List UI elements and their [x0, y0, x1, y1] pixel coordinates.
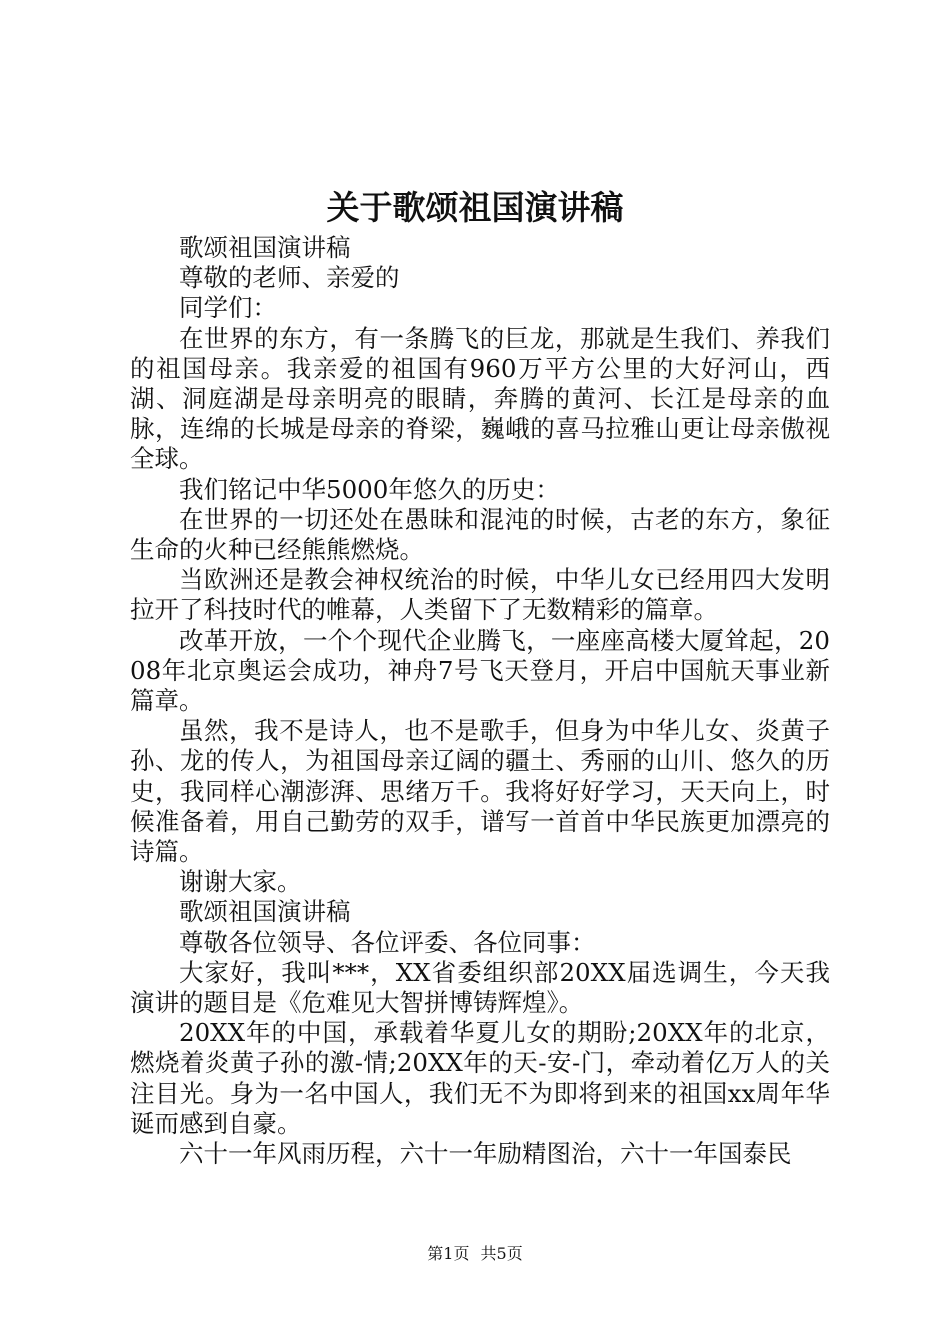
- paragraph: 当欧洲还是教会神权统治的时候，中华儿女已经用四大发明拉开了科技时代的帷幕，人类留下了无数精彩的篇章。: [130, 565, 830, 625]
- paragraph: 六十一年风雨历程，六十一年励精图治，六十一年国泰民: [179, 1139, 792, 1169]
- paragraph: 我们铭记中华5000年悠久的历史：: [179, 474, 560, 504]
- paragraph: 尊敬各位领导、各位评委、各位同事：: [179, 927, 596, 957]
- paragraph: 歌颂祖国演讲稿: [179, 897, 351, 927]
- document-body: [130, 233, 830, 1169]
- paragraph: 20XX年的中国，承载着华夏儿女的期盼;20XX年的北京，燃烧着炎黄子孙的激-情;20XX年的天-安-门，牵动着亿万人的关注目光。身为一名中国人，我们无不为即将到来的祖国xx周年华诞而感到自豪。: [130, 1018, 830, 1138]
- page-footer: [0, 1243, 950, 1265]
- paragraph: 歌颂祖国演讲稿: [179, 233, 351, 262]
- document-title: 关于歌颂祖国演讲稿: [326, 188, 624, 227]
- paragraph: 尊敬的老师、亲爱的: [179, 263, 400, 293]
- paragraph: 谢谢大家。: [179, 867, 302, 897]
- page-number: 第1页: [427, 1244, 470, 1263]
- paragraph: 大家好，我叫***，XX省委组织部20XX届选调生，今天我演讲的题目是《危难见大智拼博铸辉煌》。: [130, 957, 830, 1018]
- paragraph: 虽然，我不是诗人，也不是歌手，但身为中华儿女、炎黄子孙、龙的传人，为祖国母亲辽阔的疆土、秀丽的山川、悠久的历史，我同样心潮澎湃、思绪万千。我将好好学习，天天向上，时候准备着，用自己勤劳的双手，谱写一首首中华民族更加漂亮的诗篇。: [130, 716, 830, 867]
- paragraph: 改革开放，一个个现代企业腾飞，一座座高楼大厦耸起，2008年北京奥运会成功，神舟7号飞天登月，开启中国航天事业新篇章。: [130, 625, 830, 716]
- paragraph: 在世界的东方，有一条腾飞的巨龙，那就是生我们、养我们的祖国母亲。我亲爱的祖国有960万平方公里的大好河山，西湖、洞庭湖是母亲明亮的眼睛，奔腾的黄河、长江是母亲的血脉，连绵的长城是母亲的脊梁，巍峨的喜马拉雅山更让母亲傲视全球。: [130, 323, 830, 474]
- page-total: 共5页: [480, 1244, 523, 1263]
- paragraph: 在世界的一切还处在愚昧和混沌的时候，古老的东方，象征生命的火种已经熊熊燃烧。: [130, 504, 830, 565]
- paragraph: 同学们：: [179, 293, 277, 323]
